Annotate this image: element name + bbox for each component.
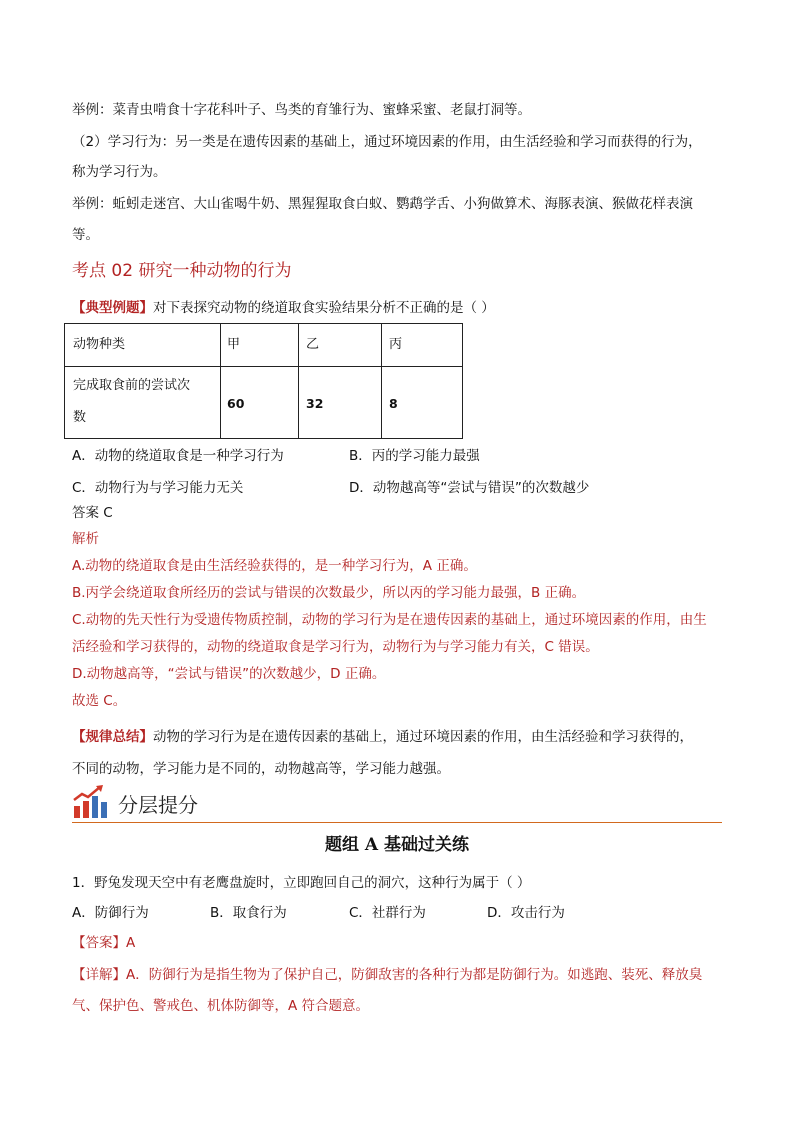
summary-text-2: 不同的动物，学习能力是不同的，动物越高等，学习能力越强。 bbox=[72, 761, 450, 777]
analysis-line: D.动物越高等，“尝试与错误”的次数越少，D 正确。 bbox=[72, 666, 386, 682]
text-line: 称为学习行为。 bbox=[72, 164, 167, 180]
summary-tag: 【规律总结】 bbox=[72, 729, 153, 745]
analysis-line: B.丙学会绕道取食所经历的尝试与错误的次数最少，所以丙的学习能力最强，B 正确。 bbox=[72, 585, 586, 601]
table-col-divider bbox=[220, 324, 221, 438]
answer: 答案 C bbox=[72, 505, 113, 521]
table-cell: 8 bbox=[389, 396, 398, 411]
table-header-cell: 甲 bbox=[227, 337, 241, 352]
question-stem: 1．野兔发现天空中有老鹰盘旋时，立即跑回自己的洞穴，这种行为属于（ ） bbox=[72, 875, 531, 891]
q1-detail-text-2: 气、保护色、警戒色、机体防御等，A 符合题意。 bbox=[72, 998, 370, 1014]
example-question bbox=[72, 298, 495, 318]
table-col-divider bbox=[381, 324, 382, 438]
option-a: A．动物的绕道取食是一种学习行为 bbox=[72, 448, 284, 464]
summary bbox=[72, 727, 693, 747]
section-heading: 考点 02 研究一种动物的行为 bbox=[72, 261, 292, 281]
option-a: A．防御行为 bbox=[72, 905, 149, 921]
option-b: B．丙的学习能力最强 bbox=[349, 448, 480, 464]
text-line: 举例：菜青虫啃食十字花科叶子、鸟类的育雏行为、蜜蜂采蜜、老鼠打洞等。 bbox=[72, 102, 531, 118]
section-divider bbox=[72, 822, 722, 823]
table-cell: 60 bbox=[227, 396, 245, 411]
q1-detail-text: A．防御行为是指生物为了保护自己，防御敌害的各种行为都是防御行为。如逃跑、装死、释放臭 bbox=[126, 967, 703, 983]
option-b: B．取食行为 bbox=[210, 905, 287, 921]
option-c: C．社群行为 bbox=[349, 905, 426, 921]
table-header-cell: 乙 bbox=[306, 337, 320, 352]
q1-answer: 【答案】A bbox=[72, 935, 136, 951]
summary-text: 动物的学习行为是在遗传因素的基础上，通过环境因素的作用，由生活经验和学习获得的， bbox=[153, 729, 693, 745]
table-header-cell: 丙 bbox=[389, 337, 403, 352]
analysis-line: 故选 C。 bbox=[72, 693, 127, 709]
q1-detail bbox=[72, 965, 702, 985]
group-title: 题组 A 基础过关练 bbox=[324, 835, 470, 855]
option-c: C．动物行为与学习能力无关 bbox=[72, 480, 244, 496]
text-line: 等。 bbox=[72, 227, 99, 243]
table-row-label: 数 bbox=[73, 410, 87, 425]
table-header-cell: 动物种类 bbox=[73, 337, 126, 352]
analysis-line: C.动物的先天性行为受遗传物质控制，动物的学习行为是在遗传因素的基础上，通过环境因素的作用，由生 bbox=[72, 612, 707, 628]
table-col-divider bbox=[298, 324, 299, 438]
example-question-text: 对下表探究动物的绕道取食实验结果分析不正确的是（ ） bbox=[153, 300, 495, 316]
table-row-label: 完成取食前的尝试次 bbox=[73, 378, 191, 393]
data-table bbox=[64, 323, 463, 439]
table-cell: 32 bbox=[306, 396, 324, 411]
section-title: 分层提分 bbox=[118, 793, 198, 817]
option-d: D．攻击行为 bbox=[487, 905, 565, 921]
analysis-line: 活经验和学习获得的，动物的绕道取食是学习行为，动物行为与学习能力有关，C 错误。 bbox=[72, 639, 599, 655]
analysis-label: 解析 bbox=[72, 531, 99, 547]
text-line: 举例：蚯蚓走迷宫、大山雀喝牛奶、黑猩猩取食白蚁、鹦鹉学舌、小狗做算术、海豚表演、猴做花样表演 bbox=[72, 196, 693, 212]
option-d: D．动物越高等“尝试与错误”的次数越少 bbox=[349, 480, 590, 496]
example-tag: 【典型例题】 bbox=[72, 300, 153, 316]
bar-chart-arrow-icon bbox=[72, 784, 108, 820]
text-line: （2）学习行为：另一类是在遗传因素的基础上，通过环境因素的作用，由生活经验和学习而获得的行为， bbox=[72, 134, 702, 150]
q1-detail-tag: 【详解】 bbox=[72, 967, 126, 983]
table-row-divider bbox=[65, 366, 462, 367]
analysis-line: A.动物的绕道取食是由生活经验获得的，是一种学习行为，A 正确。 bbox=[72, 558, 477, 574]
